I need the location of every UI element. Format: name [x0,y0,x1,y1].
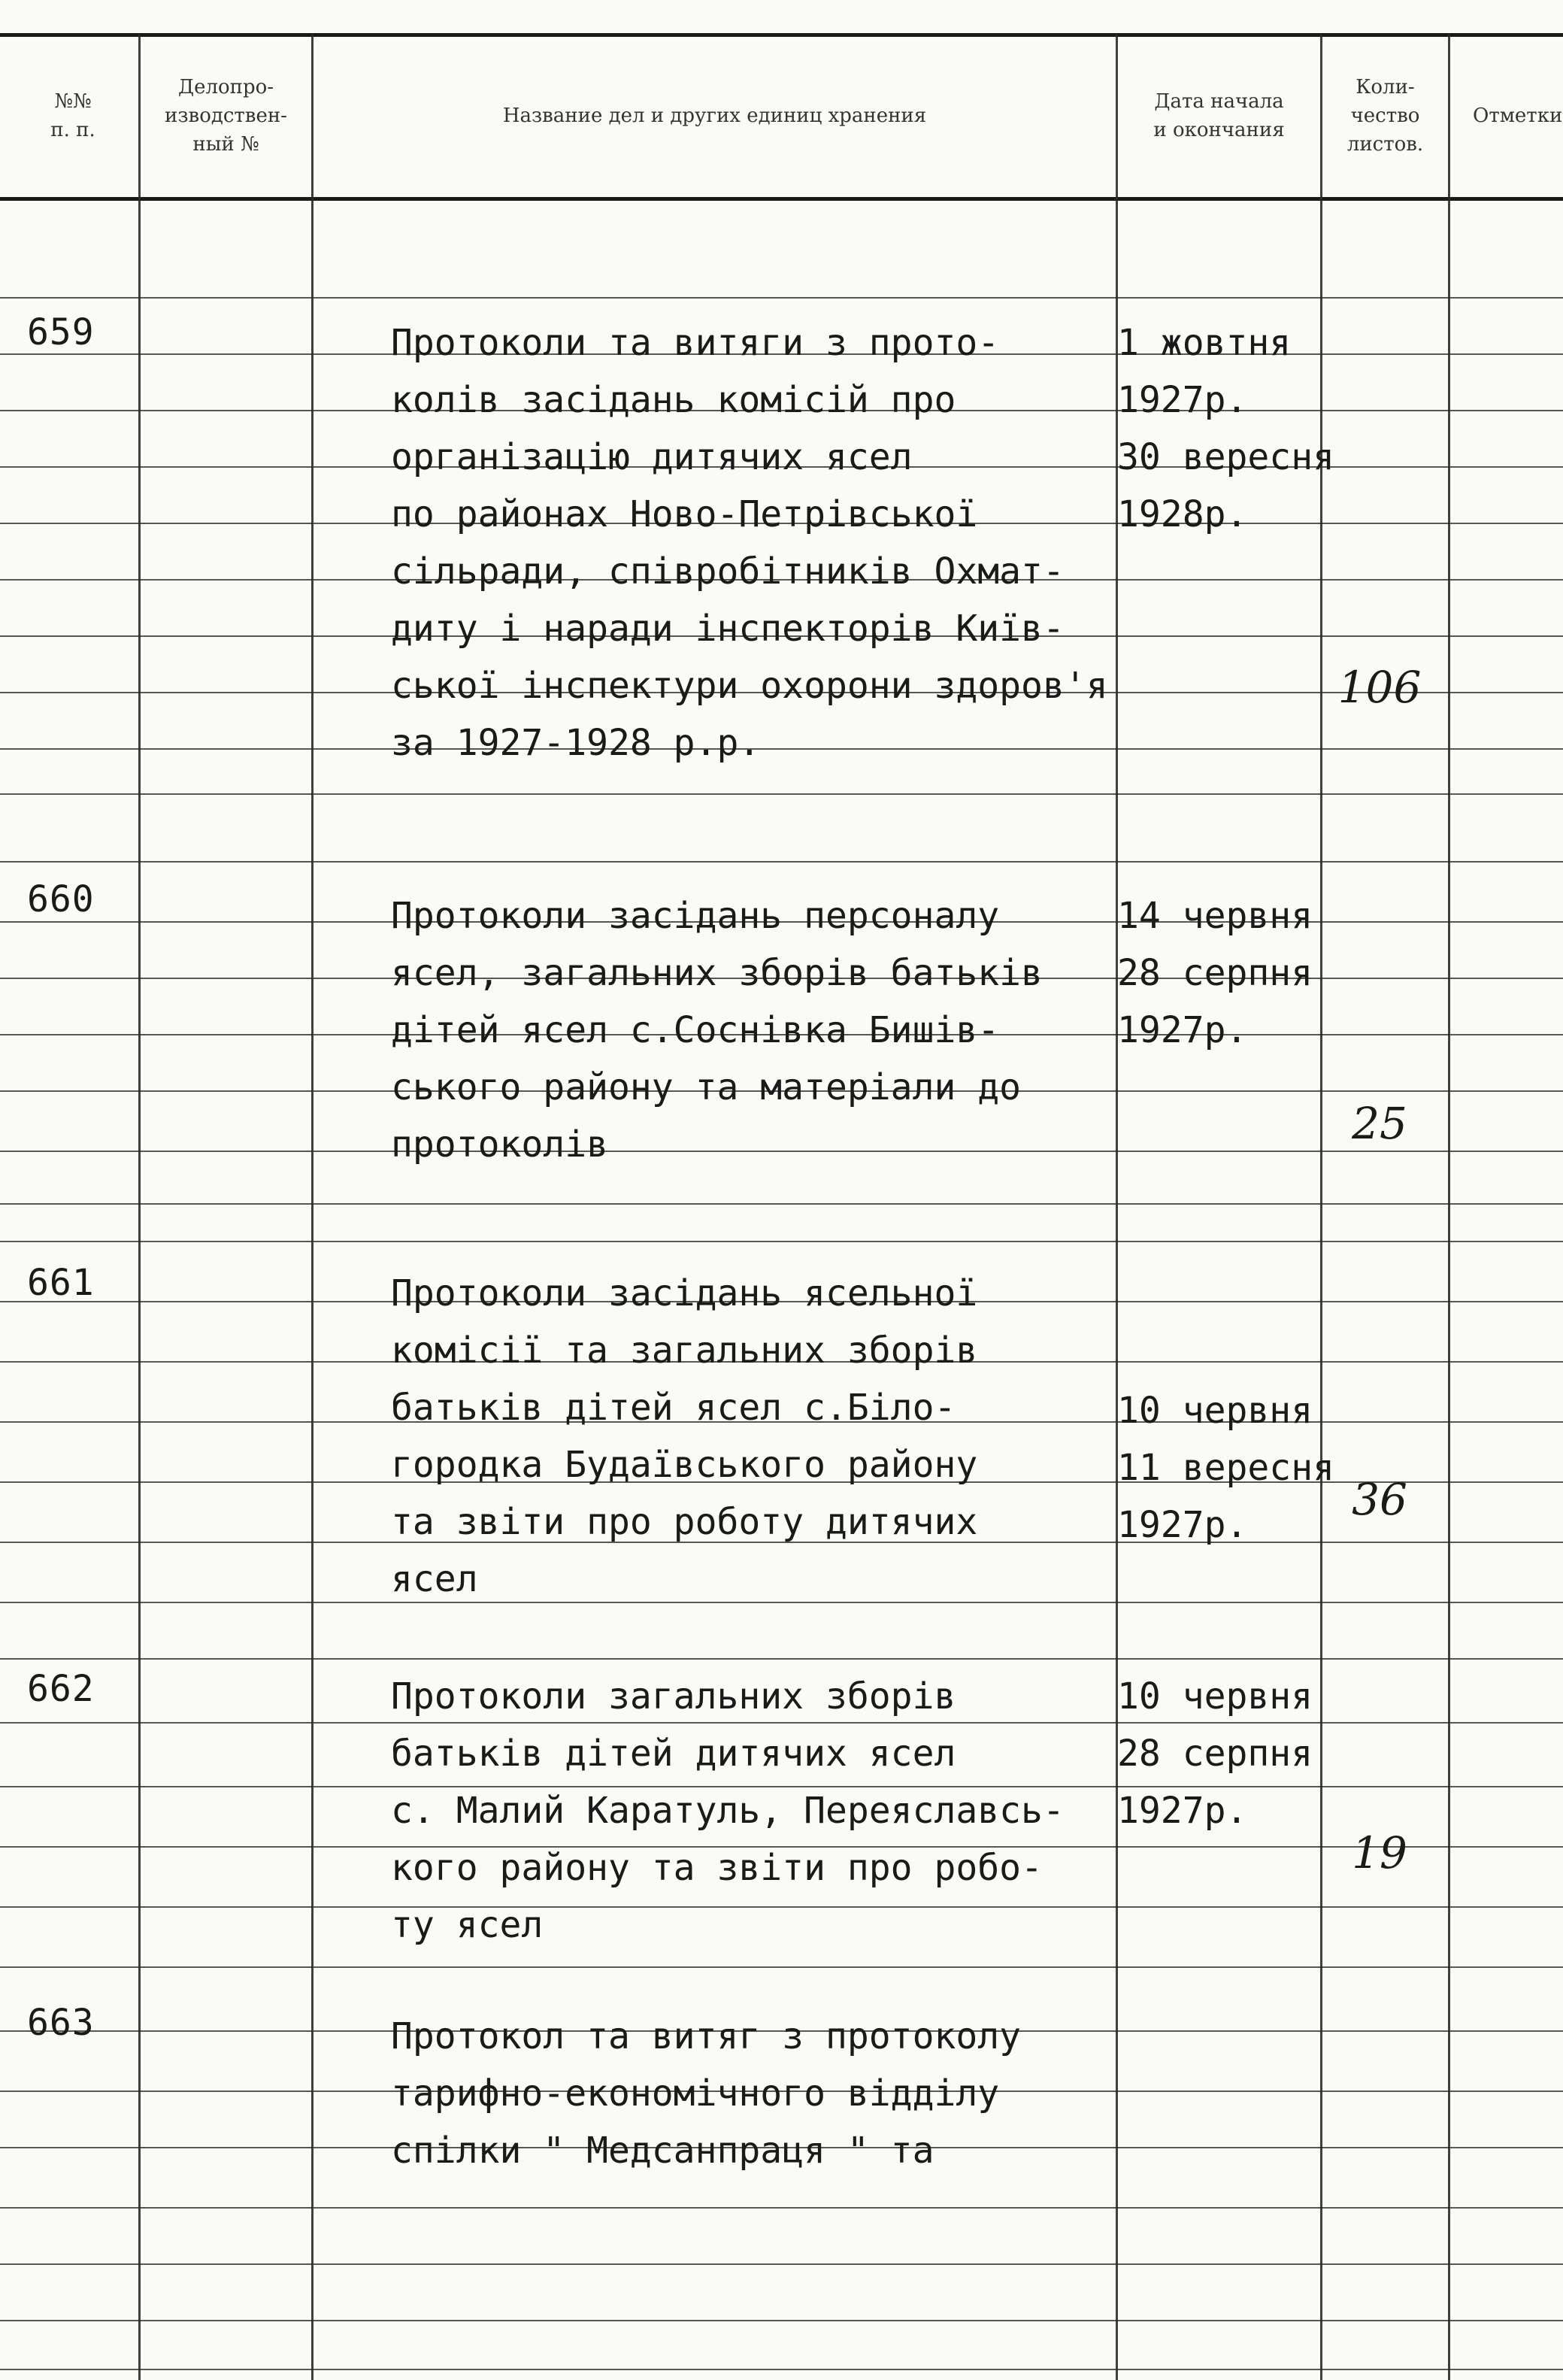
title-line: ту ясел [391,1904,544,1946]
date-line: 1927р. [1117,1790,1248,1832]
date-line: 10 червня [1117,1675,1313,1718]
date-line: 30 вересня [1117,436,1334,478]
header-notes: Отметки [1473,105,1563,128]
ruled-line [0,1203,1563,1205]
date-line: 1 жовтня [1117,322,1292,364]
title-line: тарифно-економічного відділу [391,2072,1000,2115]
title-line: спілки " Медсанпраця " та [391,2130,934,2172]
ruled-line [0,297,1563,299]
date-line: 1928р. [1117,493,1248,535]
header-office-number: Делопро- изводствен- ный № [165,76,287,156]
title-line: Протоколи та витяги з прото- [391,322,1000,364]
ruled-line [0,1966,1563,1968]
title-line: Протоколи засідань персоналу [391,895,1000,937]
title-line: с. Малий Каратуль, Переяславсь- [391,1790,1065,1832]
title-line: батьків дітей ясел с.Біло- [391,1387,956,1429]
title-line: протоколів [391,1123,608,1166]
ruled-line [0,793,1563,795]
header-number: №№ п. п. [50,90,95,141]
ruled-line [0,2369,1563,2370]
title-line: кого району та звіти про робо- [391,1847,1043,1889]
date-line: 1927р. [1117,1504,1248,1546]
ruled-line [0,861,1563,863]
entry-sheet-count: 25 [1352,1098,1407,1149]
date-line: 11 вересня [1117,1447,1334,1489]
header-bottom-rule [0,197,1563,201]
entry-sheet-count: 19 [1352,1827,1407,1878]
column-divider [1448,34,1450,2380]
title-line: ської інспектури охорони здоров'я [391,665,1108,707]
entry-title [391,314,1113,772]
ruled-line [0,1658,1563,1660]
column-divider [311,34,314,2380]
ruled-line [0,2263,1563,2265]
header-title: Название дел и других единиц хранения [502,105,927,128]
title-line: колів засідань комісій про [391,379,956,421]
title-line: ського району та матеріали до [391,1066,1022,1108]
title-line: організацію дитячих ясел [391,436,913,478]
title-line: батьків дітей дитячих ясел [391,1733,956,1775]
ruled-line [0,2320,1563,2321]
ruled-line [0,1241,1563,1242]
title-line: комісії та загальних зборів [391,1329,978,1372]
entry-sheet-count: 106 [1337,662,1422,713]
title-line: городка Будаївського району [391,1444,978,1486]
entry-title [391,1668,1113,1954]
header-dates: Дата начала и окончания [1153,90,1285,141]
date-line: 10 червня [1117,1390,1313,1432]
date-line: 1927р. [1117,379,1248,421]
entry-sheet-count: 36 [1352,1474,1407,1525]
title-line: та звіти про роботу дитячих [391,1501,978,1543]
entry-dates [1117,314,1343,543]
ruled-line [0,2207,1563,2209]
entry-number: 663 [27,2002,95,2044]
date-line: 14 червня [1117,895,1313,937]
top-rule [0,33,1563,37]
title-line: за 1927-1928 р.р. [391,722,761,764]
title-line: сільради, співробітників Охмат- [391,550,1065,593]
title-line: Протокол та витяг з протоколу [391,2015,1022,2057]
entry-title [391,1265,1113,1608]
title-line: ясел, загальних зборів батьків [391,952,1043,994]
date-line: 28 серпня [1117,952,1313,994]
entry-number: 661 [27,1262,95,1304]
entry-dates [1117,1668,1343,1839]
entry-number: 662 [27,1668,95,1710]
title-line: ясел [391,1558,478,1600]
title-line: по районах Ново-Петрівської [391,493,978,535]
title-line: Протоколи загальних зборів [391,1675,956,1718]
title-line: дітей ясел с.Соснівка Бишів- [391,1009,1000,1051]
entry-title [391,2008,1113,2179]
header-sheets: Коли- чество листов. [1346,76,1424,156]
entry-dates [1117,887,1343,1059]
entry-title [391,887,1113,1173]
title-line: Протоколи засідань ясельної [391,1272,978,1314]
entry-number: 659 [27,311,95,353]
entry-number: 660 [27,878,95,920]
entry-dates [1117,1382,1343,1554]
title-line: диту і наради інспекторів Київ- [391,608,1065,650]
date-line: 28 серпня [1117,1733,1313,1775]
date-line: 1927р. [1117,1009,1248,1051]
